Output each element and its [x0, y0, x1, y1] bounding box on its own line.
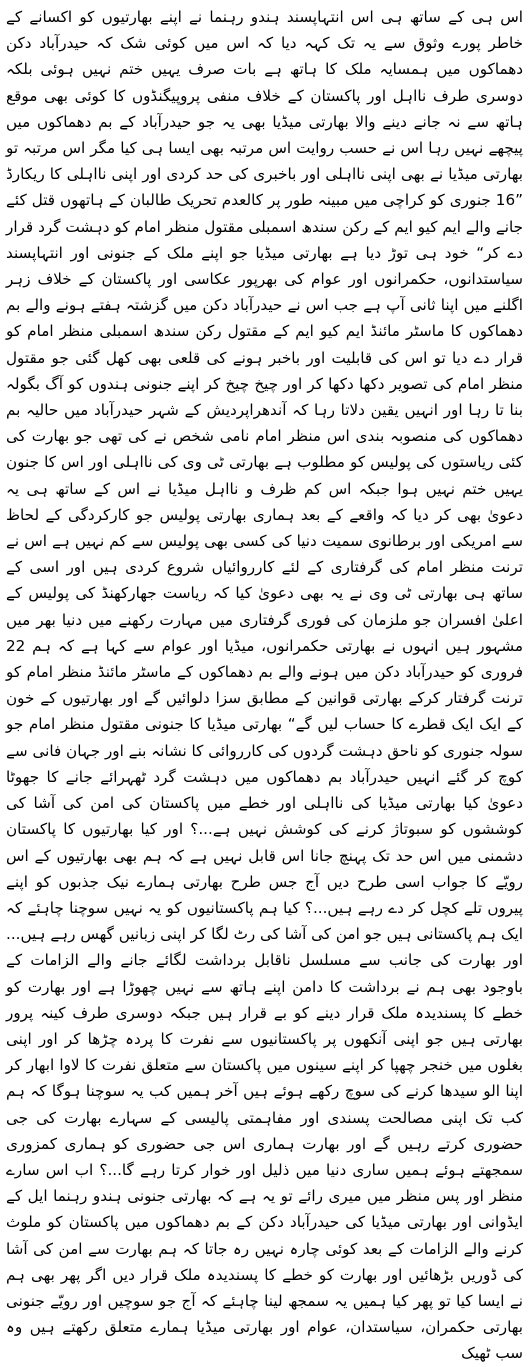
- article-body: اس ہی کے ساتھ ہی اس انتہاپسند ہندو رہنما نے اپنے بھارتیوں کو اکسانے کے خاطر پورے وثوق سے یہ تک کہہ دیا کہ اس میں کوئی شک کہ حیدرآباد دکن دھماکوں میں ہمسایہ ملک کا ہاتھ ہے بات صرف یہیں ختم نہیں ہوئی بلکہ دوسری طرف نااہل اور پاکستان کے خلاف منفی پروپیگنڈوں کا کوئی بھی موقع ہاتھ سے نہ جانے دینے والا بھارتی میڈیا بھی یہ جو حیدرآباد کے بم دھماکوں میں پیچھے نہیں رہا اس نے حسب روایت اس مرتبہ بھی ایسا ہی کیا مگر اس مرتبہ تو بھارتی میڈیا نے بھی اپنی نااہلی اور باخبری کی حد کردی اور اپنی نااہلی کا ریکارڈ ”16 جنوری کو کراچی میں مبینہ طور پر کالعدم تحریک طالبان کے ہاتھوں قتل کئے جانے والے ایم کیو ایم کے رکن سندھ اسمبلی مقتول منظر امام کو دہشت گرد قرار دے کر“ خود ہی توڑ دیا ہے بھارتی میڈیا جو اپنے ملک کے جنونی اور انتہاپسند سیاستدانوں، حکمرانوں اور عوام کی بھرپور عکاسی اور پاکستان کے خلاف زہر اگلنے میں اپنا ثانی آپ ہے جب اس نے حیدرآباد دکن میں گزشتہ ہفتے ہونے والے بم دھماکوں کا ماسٹر مائنڈ ایم کیو ایم کے مقتول رکن سندھ اسمبلی منظر امام کو قرار دے دیا تو اس کی قابلیت اور باخبر ہونے کی قلعی بھی کھل گئی جو مقتول منظر امام کی تصویر دکھا دکھا کر اور چیخ چیخ کر اپنے جنونی ہندوں کو آگ بگولہ بنا تا رہا اور انہیں یقین دلاتا رہا کہ آندھراپردیش کے شہر حیدرآباد میں حالیہ بم دھماکوں کی منصوبہ بندی اس منظر امام نامی شخص نے کی تھی جو بھارت کی کئی ریاستوں کی پولیس کو مطلوب ہے بھارتی ٹی وی کی نااہلی اور اس کا جنون یہیں ختم نہیں ہوا جبکہ اس کم ظرف و نااہل میڈیا نے اس کے ساتھ ہی یہ دعویٰ بھی کر دیا کہ واقعے کے بعد ہماری بھارتی پولیس جو کارکردگی کے لحاظ سے امریکی اور برطانوی سمیت دنیا کی کسی بھی پولیس سے کم نہیں ہے اس نے ترنت منظر امام کی گرفتاری کے لئے کارروائیاں شروع کردی ہیں اور اسی کے ساتھ ہی بھارتی ٹی وی نے یہ بھی دعویٰ کیا کہ ریاست جھارکھنڈ کی پولیس کے اعلیٰ افسران جو ملزمان کی فوری گرفتاری میں مہارت رکھنے میں دنیا بھر میں مشہور ہیں انہوں نے بھارتی حکمرانوں، میڈیا اور عوام سے کہا ہے کہ ہم 22 فروری کو حیدرآباد دکن میں ہونے والے بم دھماکوں کے ماسٹر مائنڈ منظر امام کو ترنت گرفتار کرکے بھارتی قوانین کے مطابق سزا دلوائیں گے اور بھارتیوں کے خون کے ایک ایک قطرے کا حساب لیں گے“ بھارتی میڈیا کا جنونی مقتول منظر امام جو سولہ جنوری کو ناحق دہشت گردوں کی کارروائی کا نشانہ بنے اور جہان فانی سے کوچ کر گئے انہیں حیدرآباد بم دھماکوں میں دہشت گرد ٹھہرائے جانے کا جھوٹا دعویٰ کیا بھارتی میڈیا کی نااہلی اور خطے میں پاکستان کی امن کی آشا کی کوششوں کو سبوتاژ کرنے کی کوشش نہیں ہے...؟ اور کیا بھارتیوں کا پاکستان دشمنی میں اس حد تک پہنچ جانا اس قابل نہیں ہے کہ ہم بھی بھارتیوں کے اس رویّے کا جواب اسی طرح دیں آج جس طرح بھارتی ہمارے نیک جذبوں کو اپنے پیروں تلے کچل کر دے رہے ہیں...؟ کیا ہم پاکستانیوں کو یہ نہیں سوچنا چاہئے کہ ایک ہم پاکستانی ہیں جو امن کی آشا کی رٹ لگا کر اپنی زبانیں گھس رہے ہیں... اور بھارت کی جانب سے مسلسل ناقابل برداشت لگائے جانے والے الزامات کے باوجود بھی ہم نے برداشت کا دامن اپنے ہاتھ سے نہیں چھوڑا ہے اور بھارت کو خطے کا پسندیدہ ملک قرار دینے کو بے قرار ہیں جبکہ دوسری طرف کینہ پرور بھارتی ہیں جو اپنی آنکھوں پر پاکستانیوں سے نفرت کا پردہ چڑھا کر اور اپنی بغلوں میں خنجر چھپا کر اپنے سینوں میں پاکستان سے متعلق نفرت کا لاوا ابھار کر اپنا الو سیدھا کرنے کی سوچ رکھے ہوئے ہیں آخر ہمیں کب یہ سوچنا ہوگا کہ ہم کب تک اپنی مصالحت پسندی اور مفاہمتی پالیسی کے سہارے بھارت کی جی حضوری کرتے رہیں گے اور بھارت ہماری اس جی حضوری کو ہماری کمزوری سمجھتے ہوئے ہمیں ساری دنیا میں ذلیل اور خوار کرتا رہے گا...؟ اب اس سارے منظر اور پس منظر میں میری رائے تو یہ ہے کہ بھارتی جنونی ہندو رہنما ایل کے ایڈوانی اور بھارتی میڈیا کی حیدرآباد دکن کے بم دھماکوں میں پاکستان کو ملوث کرنے والے الزامات کے بعد کوئی چارہ نہیں رہ جاتا کہ ہم بھارت سے امن کی آشا کی ڈوریں بڑھائیں اور بھارت کو خطے کا پسندیدہ ملک قرار دیں اگر پھر بھی ہم نے ایسا کیا تو پھر کیا ہمیں یہ سمجھ لینا چاہئے کہ آج جو سوچیں اور رویّے جنونی بھارتی حکمران، سیاستدان، عوام اور بھارتی میڈیا ہمارے متعلق رکھتے ہیں وہ سب ٹھیک: [6, 8, 523, 1363]
